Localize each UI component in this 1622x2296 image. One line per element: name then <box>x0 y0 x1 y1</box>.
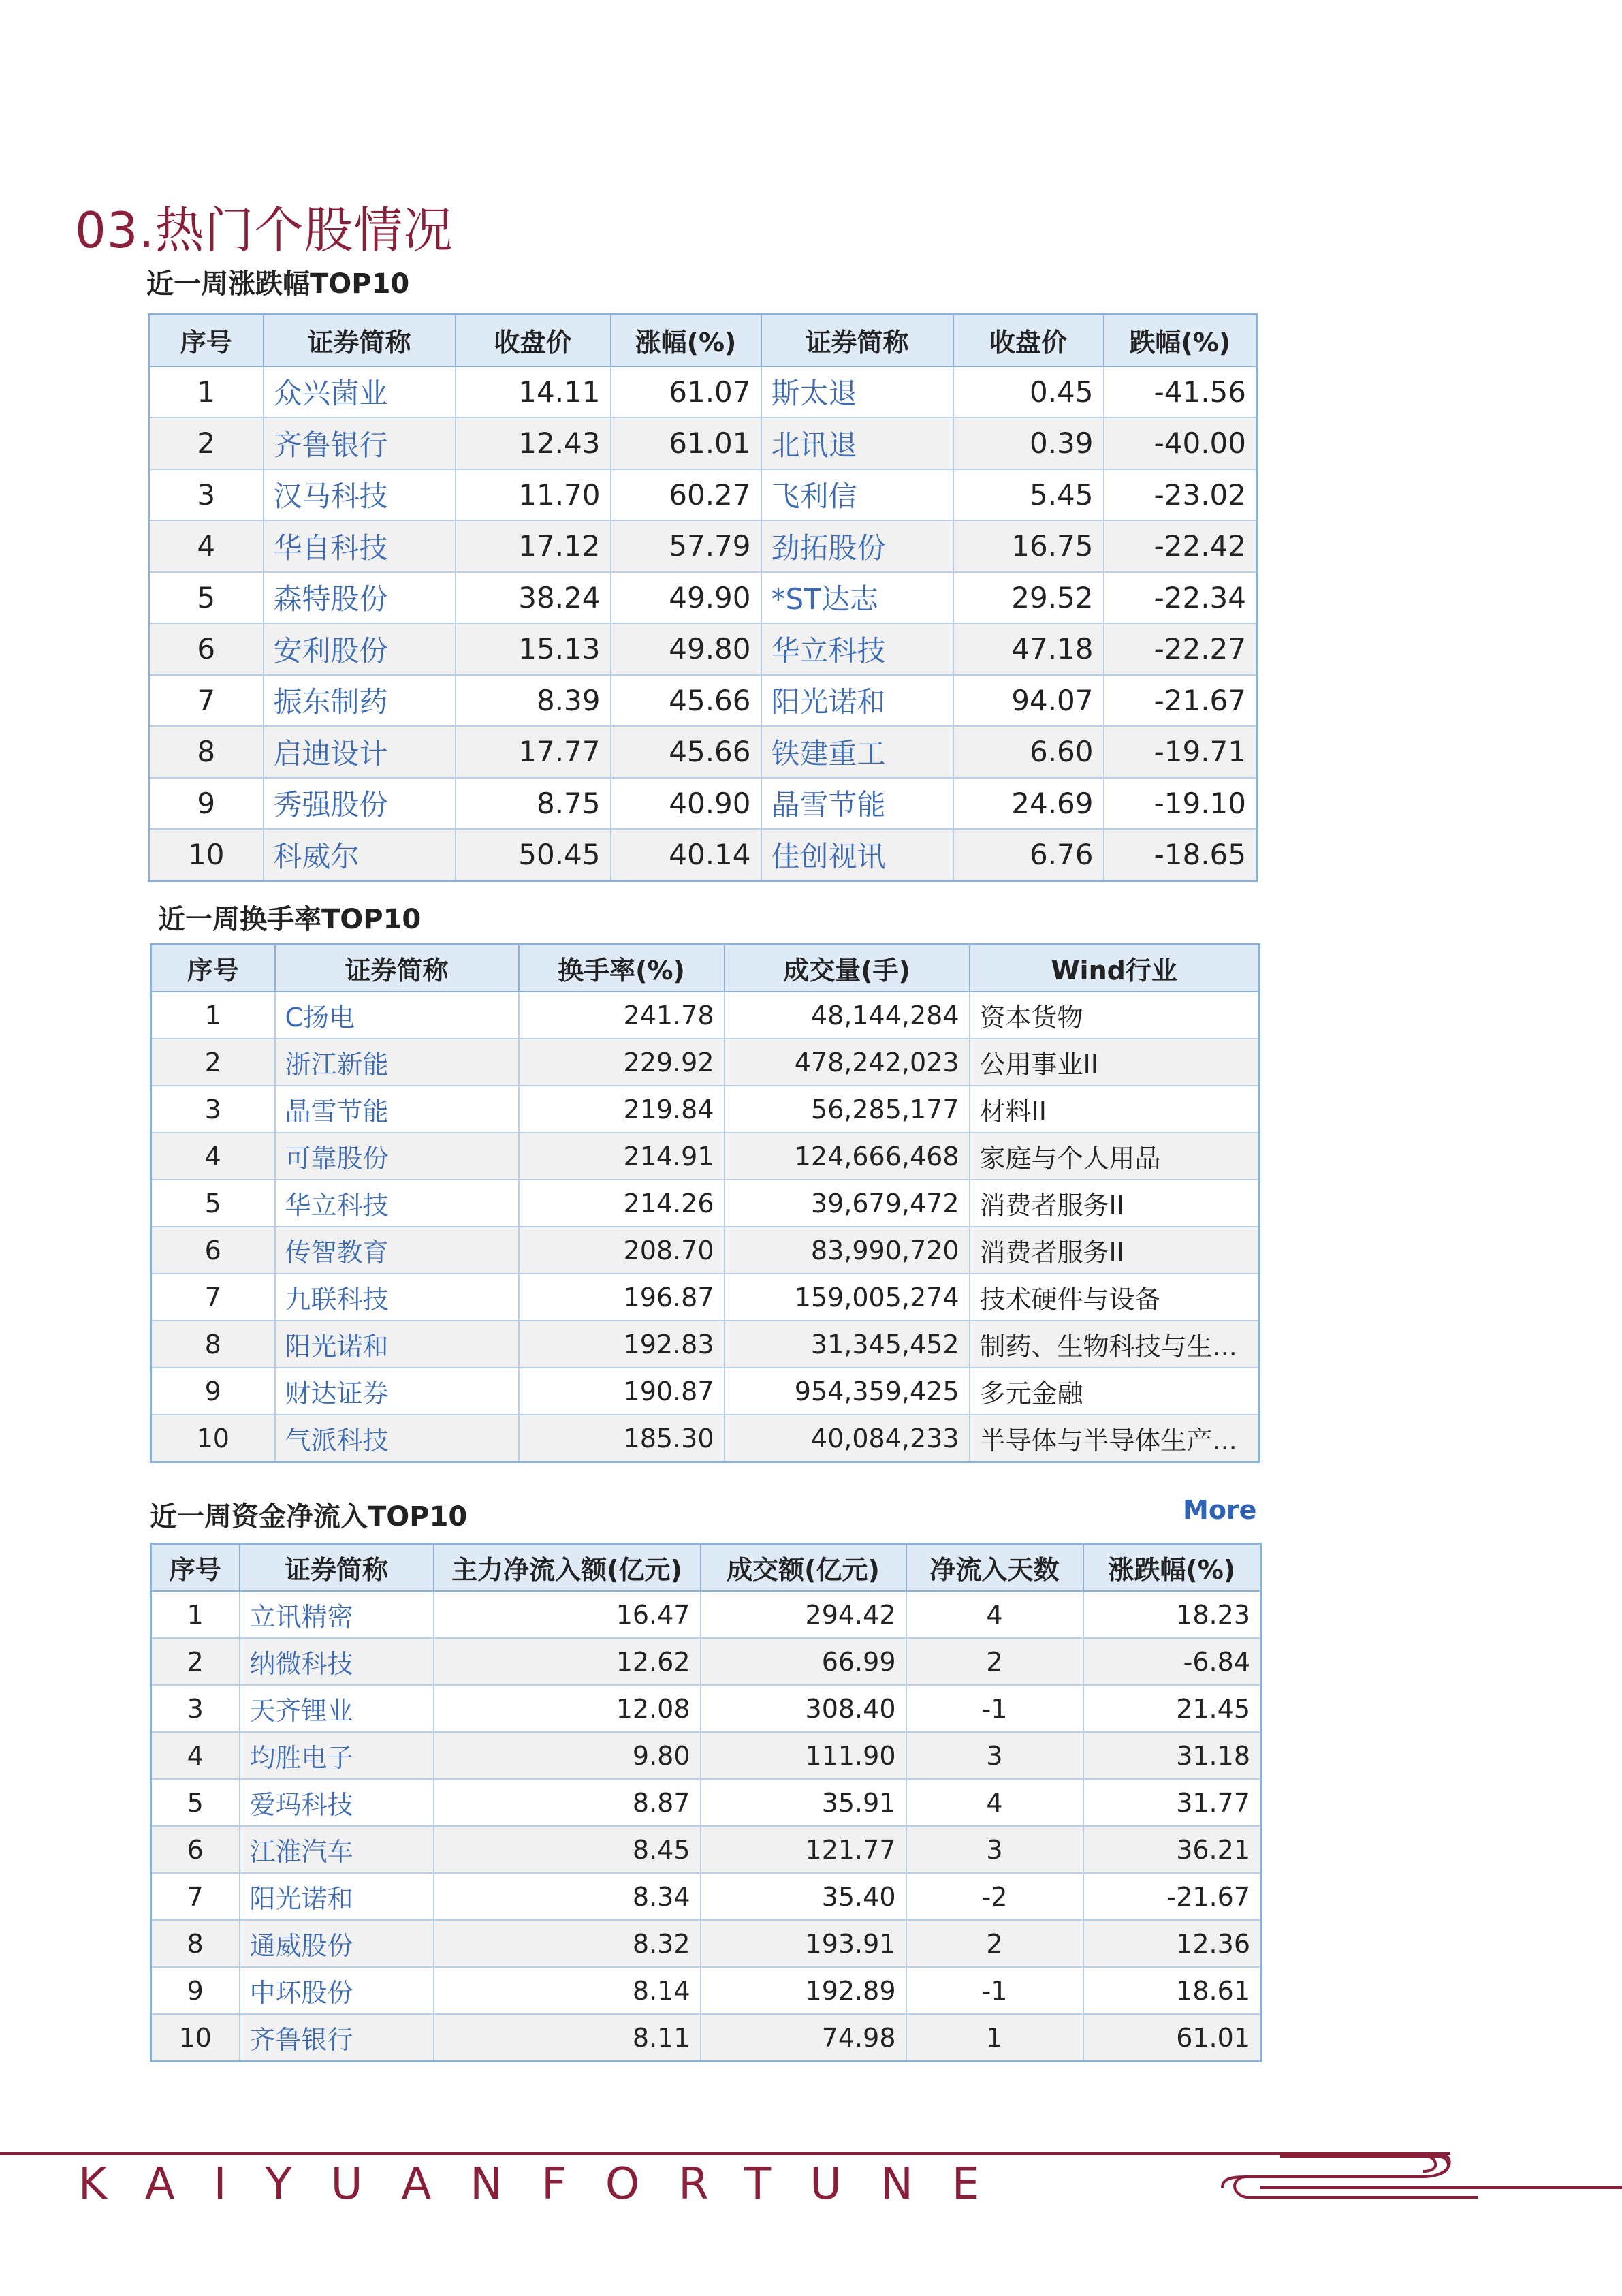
stock-name-link[interactable]: 森特股份 <box>264 572 456 624</box>
table-cell: 39,679,472 <box>725 1180 970 1227</box>
table2-subtitle: 近一周换手率TOP10 <box>158 904 422 935</box>
table-cell: 8 <box>149 726 264 778</box>
stock-name-link[interactable]: 众兴菌业 <box>264 366 456 418</box>
table-cell: 3 <box>149 469 264 521</box>
table-cell: 94.07 <box>953 675 1104 727</box>
stock-name-link[interactable]: 华立科技 <box>761 623 953 675</box>
table-cell: 49.90 <box>611 572 761 624</box>
stock-name-link[interactable]: 齐鲁银行 <box>264 418 456 469</box>
gainers-losers-table <box>148 313 1258 882</box>
table-row <box>151 1920 1261 1967</box>
table-cell: 12.08 <box>434 1685 701 1732</box>
table-cell: 0.39 <box>953 418 1104 469</box>
table-row <box>151 1873 1261 1920</box>
header-row <box>151 945 1260 992</box>
table-row <box>149 572 1257 624</box>
table-cell: 8.11 <box>434 2014 701 2062</box>
table-cell: 124,666,468 <box>725 1133 970 1180</box>
stock-name-link[interactable]: 启迪设计 <box>264 726 456 778</box>
col-header: 序号 <box>149 315 264 366</box>
turnover-table <box>150 943 1260 1463</box>
table-cell: 6.60 <box>953 726 1104 778</box>
stock-name-link[interactable]: 阳光诺和 <box>761 675 953 727</box>
table-cell: 3 <box>151 1086 275 1133</box>
table-cell: 1 <box>906 2014 1083 2062</box>
table-cell: 4 <box>906 1591 1083 1638</box>
col-header: 涨幅(%) <box>611 315 761 366</box>
table-cell: 2 <box>149 418 264 469</box>
table-cell: 7 <box>149 675 264 727</box>
table-cell: 9 <box>151 1967 240 2014</box>
table-cell: 5 <box>149 572 264 624</box>
stock-name-link[interactable]: 阳光诺和 <box>240 1873 434 1920</box>
col-header: 涨跌幅(%) <box>1083 1544 1261 1592</box>
table-cell: 9 <box>149 778 264 830</box>
table-cell: 50.45 <box>456 829 611 881</box>
table-cell: 40.14 <box>611 829 761 881</box>
table-cell: -6.84 <box>1083 1638 1261 1685</box>
table-cell: 21.45 <box>1083 1685 1261 1732</box>
table-cell: 半导体与半导体生产... <box>970 1415 1260 1462</box>
table-cell: 74.98 <box>701 2014 906 2062</box>
table-cell: 7 <box>151 1274 275 1321</box>
table-row <box>151 992 1260 1039</box>
table-cell: 12.36 <box>1083 1920 1261 1967</box>
stock-name-link[interactable]: 北讯退 <box>761 418 953 469</box>
table-cell: 111.90 <box>701 1732 906 1779</box>
table-cell: 8.34 <box>434 1873 701 1920</box>
stock-name-link[interactable]: 江淮汽车 <box>240 1826 434 1873</box>
table-row <box>151 1591 1261 1638</box>
table-cell: 2 <box>151 1039 275 1086</box>
table-cell: 6 <box>151 1227 275 1274</box>
stock-name-link[interactable]: 科威尔 <box>264 829 456 881</box>
table-cell: 190.87 <box>519 1368 725 1415</box>
table-cell: 241.78 <box>519 992 725 1039</box>
table-row <box>149 726 1257 778</box>
table3-subtitle: 近一周资金净流入TOP10 <box>150 1501 468 1532</box>
table-cell: 8 <box>151 1920 240 1967</box>
table-cell: 5.45 <box>953 469 1104 521</box>
stock-name-link[interactable]: 华立科技 <box>275 1180 519 1227</box>
header-row <box>149 315 1257 366</box>
table-cell: 10 <box>149 829 264 881</box>
table-row <box>149 469 1257 521</box>
table-cell: 6 <box>151 1826 240 1873</box>
col-header: 证券简称 <box>240 1544 434 1592</box>
table-row <box>149 778 1257 830</box>
table-cell: 40,084,233 <box>725 1415 970 1462</box>
table-cell: 16.75 <box>953 520 1104 572</box>
table-cell: 2 <box>906 1920 1083 1967</box>
stock-name-link[interactable]: 均胜电子 <box>240 1732 434 1779</box>
table-cell: 18.23 <box>1083 1591 1261 1638</box>
table-cell: 8.14 <box>434 1967 701 2014</box>
table-row <box>151 1180 1260 1227</box>
stock-name-link[interactable]: 汉马科技 <box>264 469 456 521</box>
table-cell: 219.84 <box>519 1086 725 1133</box>
table-cell: 17.12 <box>456 520 611 572</box>
stock-name-link[interactable]: 晶雪节能 <box>275 1086 519 1133</box>
table-cell: 消费者服务II <box>970 1227 1260 1274</box>
table-cell: -23.02 <box>1104 469 1257 521</box>
table-cell: 材料II <box>970 1086 1260 1133</box>
stock-name-link[interactable]: 振东制药 <box>264 675 456 727</box>
table-cell: 214.26 <box>519 1180 725 1227</box>
col-header: Wind行业 <box>970 945 1260 992</box>
table-cell: 45.66 <box>611 675 761 727</box>
stock-name-link[interactable]: 齐鲁银行 <box>240 2014 434 2062</box>
col-header: 换手率(%) <box>519 945 725 992</box>
table-cell: 1 <box>151 1591 240 1638</box>
stock-name-link[interactable]: 纳微科技 <box>240 1638 434 1685</box>
col-header: 成交额(亿元) <box>701 1544 906 1592</box>
table-cell: 0.45 <box>953 366 1104 418</box>
stock-name-link[interactable]: 秀强股份 <box>264 778 456 830</box>
table-row <box>151 1826 1261 1873</box>
table-cell: 185.30 <box>519 1415 725 1462</box>
table-cell: 11.70 <box>456 469 611 521</box>
table-cell: 10 <box>151 1415 275 1462</box>
table-cell: 61.01 <box>1083 2014 1261 2062</box>
table-cell: 5 <box>151 1779 240 1826</box>
table-cell: 4 <box>151 1732 240 1779</box>
table-cell: 83,990,720 <box>725 1227 970 1274</box>
table-row <box>151 1685 1261 1732</box>
table-cell: -1 <box>906 1685 1083 1732</box>
header-row <box>151 1544 1261 1592</box>
table-cell: 478,242,023 <box>725 1039 970 1086</box>
table-cell: 技术硬件与设备 <box>970 1274 1260 1321</box>
table-cell: 24.69 <box>953 778 1104 830</box>
table-cell: 192.83 <box>519 1321 725 1368</box>
table-row <box>151 2014 1261 2062</box>
stock-name-link[interactable]: 传智教育 <box>275 1227 519 1274</box>
stock-name-link[interactable]: 铁建重工 <box>761 726 953 778</box>
table-row <box>149 418 1257 469</box>
table-cell: 294.42 <box>701 1591 906 1638</box>
table-cell: 1 <box>149 366 264 418</box>
col-header: 主力净流入额(亿元) <box>434 1544 701 1592</box>
table-cell: -21.67 <box>1104 675 1257 727</box>
stock-name-link[interactable]: 可靠股份 <box>275 1133 519 1180</box>
table-cell: 5 <box>151 1180 275 1227</box>
table-cell: 57.79 <box>611 520 761 572</box>
stock-name-link[interactable]: 阳光诺和 <box>275 1321 519 1368</box>
table-cell: 61.07 <box>611 366 761 418</box>
footer-decoration-icon <box>1219 2144 1622 2212</box>
table-cell: -2 <box>906 1873 1083 1920</box>
table-cell: 多元金融 <box>970 1368 1260 1415</box>
table-cell: 8.39 <box>456 675 611 727</box>
table-cell: 308.40 <box>701 1685 906 1732</box>
stock-name-link[interactable]: 中环股份 <box>240 1967 434 2014</box>
stock-name-link[interactable]: 佳创视讯 <box>761 829 953 881</box>
table-cell: 12.43 <box>456 418 611 469</box>
stock-name-link[interactable]: 天齐锂业 <box>240 1685 434 1732</box>
stock-name-link[interactable]: 晶雪节能 <box>761 778 953 830</box>
col-header: 证券简称 <box>275 945 519 992</box>
table-cell: 45.66 <box>611 726 761 778</box>
table-cell: 1 <box>151 992 275 1039</box>
table-cell: 954,359,425 <box>725 1368 970 1415</box>
table-cell: 196.87 <box>519 1274 725 1321</box>
col-header: 成交量(手) <box>725 945 970 992</box>
table-cell: 10 <box>151 2014 240 2062</box>
table-cell: -21.67 <box>1083 1873 1261 1920</box>
table-row <box>151 1274 1260 1321</box>
table-cell: 8.32 <box>434 1920 701 1967</box>
table-row <box>151 1227 1260 1274</box>
table-row <box>151 1967 1261 2014</box>
stock-name-link[interactable]: 气派科技 <box>275 1415 519 1462</box>
table-cell: -22.34 <box>1104 572 1257 624</box>
table-cell: 家庭与个人用品 <box>970 1133 1260 1180</box>
table-row <box>149 520 1257 572</box>
footer-brand: KAIYUANFORTUNE <box>78 2159 1019 2209</box>
table-row <box>151 1732 1261 1779</box>
table-row <box>151 1368 1260 1415</box>
stock-name-link[interactable]: 通威股份 <box>240 1920 434 1967</box>
table-cell: 消费者服务II <box>970 1180 1260 1227</box>
table-cell: 229.92 <box>519 1039 725 1086</box>
table-cell: 66.99 <box>701 1638 906 1685</box>
col-header: 收盘价 <box>953 315 1104 366</box>
stock-name-link[interactable]: 立讯精密 <box>240 1591 434 1638</box>
stock-name-link[interactable]: 爱玛科技 <box>240 1779 434 1826</box>
table-cell: 3 <box>151 1685 240 1732</box>
table-row <box>151 1133 1260 1180</box>
table-cell: 9.80 <box>434 1732 701 1779</box>
table-cell: -19.10 <box>1104 778 1257 830</box>
table-cell: 214.91 <box>519 1133 725 1180</box>
table-cell: 31.18 <box>1083 1732 1261 1779</box>
col-header: 净流入天数 <box>906 1544 1083 1592</box>
col-header: 序号 <box>151 945 275 992</box>
table-cell: 12.62 <box>434 1638 701 1685</box>
table-cell: 208.70 <box>519 1227 725 1274</box>
table-cell: 7 <box>151 1873 240 1920</box>
table-cell: -18.65 <box>1104 829 1257 881</box>
table-cell: 4 <box>906 1779 1083 1826</box>
table-cell: 9 <box>151 1368 275 1415</box>
table-cell: -1 <box>906 1967 1083 2014</box>
table-row <box>149 675 1257 727</box>
table-cell: 31,345,452 <box>725 1321 970 1368</box>
table-row <box>151 1039 1260 1086</box>
stock-name-link[interactable]: 斯太退 <box>761 366 953 418</box>
table-cell: 8.75 <box>456 778 611 830</box>
table-cell: 48,144,284 <box>725 992 970 1039</box>
stock-name-link[interactable]: 劲拓股份 <box>761 520 953 572</box>
table-cell: 38.24 <box>456 572 611 624</box>
table-row <box>151 1638 1261 1685</box>
table-cell: 36.21 <box>1083 1826 1261 1873</box>
table-cell: -40.00 <box>1104 418 1257 469</box>
table-cell: 14.11 <box>456 366 611 418</box>
table-cell: 8.87 <box>434 1779 701 1826</box>
table-cell: 公用事业II <box>970 1039 1260 1086</box>
net-inflow-table <box>150 1543 1262 2062</box>
table-cell: 121.77 <box>701 1826 906 1873</box>
table-cell: 制药、生物科技与生... <box>970 1321 1260 1368</box>
table-cell: 192.89 <box>701 1967 906 2014</box>
col-header: 证券简称 <box>264 315 456 366</box>
table-cell: 2 <box>151 1638 240 1685</box>
col-header: 跌幅(%) <box>1104 315 1257 366</box>
table-cell: 8.45 <box>434 1826 701 1873</box>
table-cell: -41.56 <box>1104 366 1257 418</box>
section-title: 03.热门个股情况 <box>75 202 454 259</box>
stock-name-link[interactable]: 华自科技 <box>264 520 456 572</box>
stock-name-link[interactable]: 九联科技 <box>275 1274 519 1321</box>
col-header: 证券简称 <box>761 315 953 366</box>
stock-name-link[interactable]: *ST达志 <box>761 572 953 624</box>
table-cell: 2 <box>906 1638 1083 1685</box>
table-cell: 3 <box>906 1826 1083 1873</box>
table-cell: -22.27 <box>1104 623 1257 675</box>
table-row <box>151 1086 1260 1133</box>
table-cell: 6 <box>149 623 264 675</box>
table-cell: 31.77 <box>1083 1779 1261 1826</box>
stock-name-link[interactable]: C扬电 <box>275 992 519 1039</box>
table-cell: 资本货物 <box>970 992 1260 1039</box>
col-header: 收盘价 <box>456 315 611 366</box>
table-cell: 15.13 <box>456 623 611 675</box>
col-header: 序号 <box>151 1544 240 1592</box>
table-row <box>151 1415 1260 1462</box>
table-cell: 4 <box>151 1133 275 1180</box>
table-row <box>149 623 1257 675</box>
table-cell: 17.77 <box>456 726 611 778</box>
table-cell: 4 <box>149 520 264 572</box>
table-cell: 40.90 <box>611 778 761 830</box>
stock-name-link[interactable]: 财达证券 <box>275 1368 519 1415</box>
table-row <box>149 366 1257 418</box>
table-cell: 159,005,274 <box>725 1274 970 1321</box>
table-cell: 61.01 <box>611 418 761 469</box>
table-cell: 6.76 <box>953 829 1104 881</box>
stock-name-link[interactable]: 飞利信 <box>761 469 953 521</box>
more-link[interactable]: More <box>1183 1495 1257 1525</box>
table-cell: 29.52 <box>953 572 1104 624</box>
table-row <box>149 829 1257 881</box>
table-cell: 8 <box>151 1321 275 1368</box>
table-cell: 35.40 <box>701 1873 906 1920</box>
table-cell: 35.91 <box>701 1779 906 1826</box>
table1-subtitle: 近一周涨跌幅TOP10 <box>146 268 410 300</box>
table-cell: -22.42 <box>1104 520 1257 572</box>
table-cell: 3 <box>906 1732 1083 1779</box>
stock-name-link[interactable]: 安利股份 <box>264 623 456 675</box>
table-cell: 16.47 <box>434 1591 701 1638</box>
table-row <box>151 1779 1261 1826</box>
table-cell: 49.80 <box>611 623 761 675</box>
table-cell: 18.61 <box>1083 1967 1261 2014</box>
table-row <box>151 1321 1260 1368</box>
stock-name-link[interactable]: 浙江新能 <box>275 1039 519 1086</box>
table-cell: 47.18 <box>953 623 1104 675</box>
table-cell: 56,285,177 <box>725 1086 970 1133</box>
table-cell: -19.71 <box>1104 726 1257 778</box>
table-cell: 60.27 <box>611 469 761 521</box>
table-cell: 193.91 <box>701 1920 906 1967</box>
